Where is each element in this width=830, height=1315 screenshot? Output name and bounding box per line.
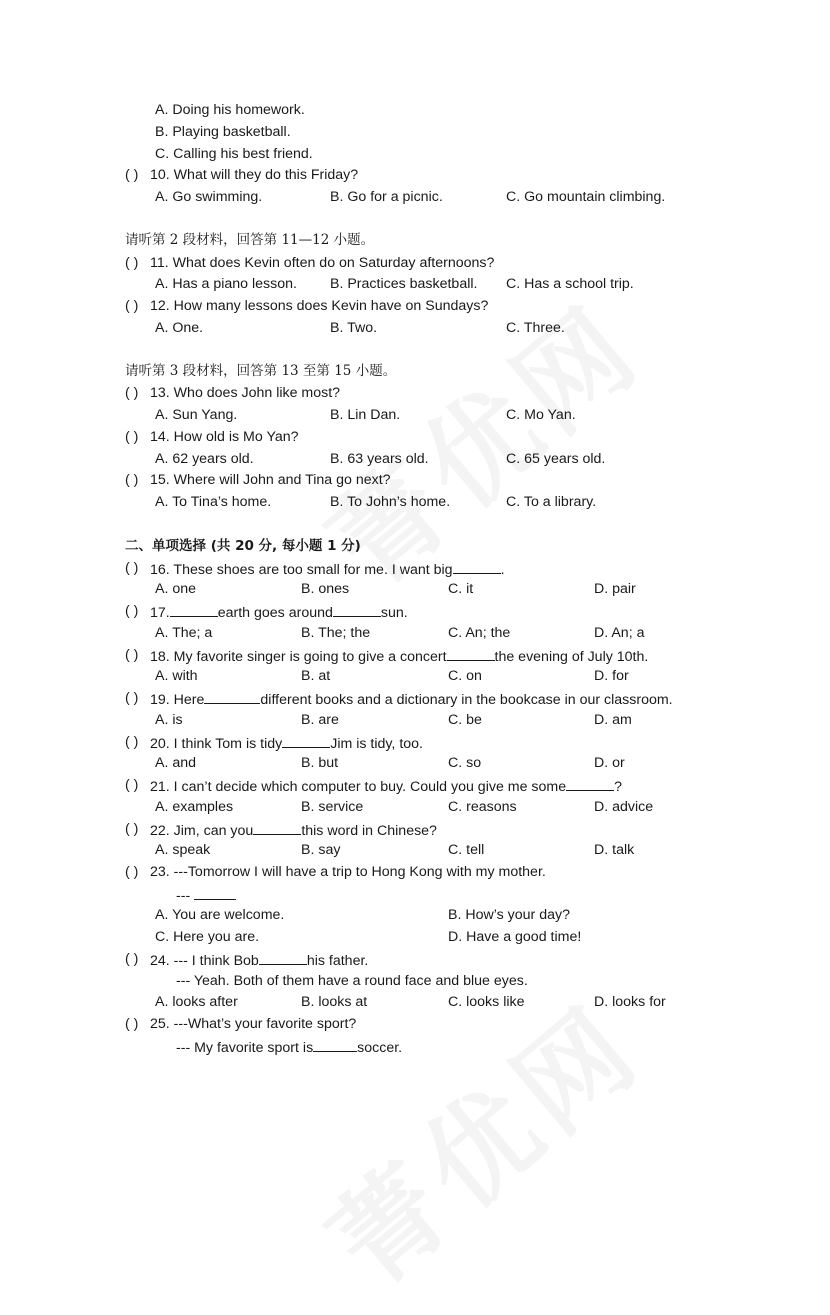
q20-option-c: C. so bbox=[448, 755, 482, 771]
q18-stem bbox=[150, 646, 648, 666]
q25-reply bbox=[176, 1037, 402, 1057]
q20-option-d: D. or bbox=[594, 755, 625, 771]
q14-answer-paren[interactable]: ( ) bbox=[125, 429, 139, 445]
q16-option-b: B. ones bbox=[301, 581, 350, 597]
section2-instruction: 请听第 2 段材料，回答第 11—12 小题。 bbox=[125, 232, 375, 248]
q13-option-a: A. Sun Yang. bbox=[155, 407, 238, 423]
q17-stem-number: 17. bbox=[150, 605, 170, 621]
q17-blank-1[interactable] bbox=[170, 602, 218, 617]
q18-stem-text: 18. My favorite singer is going to give a concert bbox=[150, 649, 447, 665]
q25-reply-text: --- My favorite sport is bbox=[176, 1040, 314, 1056]
q12-answer-paren[interactable]: ( ) bbox=[125, 298, 139, 314]
q9-option-b: B. Playing basketball. bbox=[155, 124, 291, 140]
q23-reply bbox=[176, 885, 236, 905]
q11-stem: 11. What does Kevin often do on Saturday afternoons? bbox=[150, 255, 495, 271]
q21-blank[interactable] bbox=[566, 776, 614, 791]
q17-option-c: C. An; the bbox=[448, 625, 511, 641]
q12-option-a: A. One. bbox=[155, 320, 204, 336]
q17-option-a: A. The; a bbox=[155, 625, 213, 641]
q24-option-a: A. looks after bbox=[155, 994, 238, 1010]
q22-stem-text: 22. Jim, can you bbox=[150, 823, 254, 839]
section3-instruction: 请听第 3 段材料，回答第 13 至第 15 小题。 bbox=[125, 363, 397, 379]
q23-answer-paren[interactable]: ( ) bbox=[125, 864, 139, 880]
q17-option-b: B. The; the bbox=[301, 625, 371, 641]
q20-answer-paren[interactable]: ( ) bbox=[125, 734, 139, 750]
q15-option-c: C. To a library. bbox=[506, 494, 597, 510]
q18-option-b: B. at bbox=[301, 668, 331, 684]
q20-blank[interactable] bbox=[282, 733, 330, 748]
q21-option-b: B. service bbox=[301, 799, 364, 815]
q23-option-d: D. Have a good time! bbox=[448, 929, 582, 945]
q19-option-d: D. am bbox=[594, 712, 632, 728]
q25-reply-end: soccer. bbox=[357, 1040, 403, 1056]
q24-reply: --- Yeah. Both of them have a round face and blue eyes. bbox=[176, 973, 528, 989]
q22-stem bbox=[150, 820, 437, 840]
q24-option-c: C. looks like bbox=[448, 994, 525, 1010]
q17-stem-middle: earth goes around bbox=[217, 605, 333, 621]
q16-option-a: A. one bbox=[155, 581, 197, 597]
q24-option-d: D. looks for bbox=[594, 994, 666, 1010]
q23-reply-dashes: --- bbox=[176, 888, 191, 904]
q20-option-b: B. but bbox=[301, 755, 339, 771]
q21-stem-text: 21. I can’t decide which computer to buy. Could you give me some bbox=[150, 779, 567, 795]
q11-option-c: C. Has a school trip. bbox=[506, 276, 634, 292]
q25-stem: 25. ---What’s your favorite sport? bbox=[150, 1016, 357, 1032]
q11-option-a: A. Has a piano lesson. bbox=[155, 276, 297, 292]
q25-blank[interactable] bbox=[313, 1037, 357, 1052]
q16-answer-paren[interactable]: ( ) bbox=[125, 560, 139, 576]
q14-option-c: C. 65 years old. bbox=[506, 451, 606, 467]
q9-option-a: A. Doing his homework. bbox=[155, 102, 305, 118]
q16-stem-end: . bbox=[500, 562, 505, 578]
q17-option-d: D. An; a bbox=[594, 625, 645, 641]
q19-option-a: A. is bbox=[155, 712, 183, 728]
q21-answer-paren[interactable]: ( ) bbox=[125, 777, 139, 793]
q19-stem bbox=[150, 689, 673, 709]
q21-stem bbox=[150, 776, 622, 796]
q22-blank[interactable] bbox=[253, 820, 301, 835]
q18-option-d: D. for bbox=[594, 668, 629, 684]
q14-stem: 14. How old is Mo Yan? bbox=[150, 429, 299, 445]
q20-stem-end: Jim is tidy, too. bbox=[330, 736, 423, 752]
q22-option-d: D. talk bbox=[594, 842, 635, 858]
q21-stem-end: ? bbox=[614, 779, 623, 795]
q23-option-b: B. How’s your day? bbox=[448, 907, 570, 923]
q16-option-c: C. it bbox=[448, 581, 474, 597]
q20-stem-text: 20. I think Tom is tidy bbox=[150, 736, 283, 752]
q14-option-b: B. 63 years old. bbox=[330, 451, 429, 467]
q23-option-c: C. Here you are. bbox=[155, 929, 260, 945]
q18-option-c: C. on bbox=[448, 668, 482, 684]
q16-stem bbox=[150, 559, 505, 579]
q19-option-c: C. be bbox=[448, 712, 482, 728]
q15-answer-paren[interactable]: ( ) bbox=[125, 472, 139, 488]
q21-option-a: A. examples bbox=[155, 799, 234, 815]
q17-blank-2[interactable] bbox=[333, 602, 381, 617]
q17-answer-paren[interactable]: ( ) bbox=[125, 603, 139, 619]
q21-option-d: D. advice bbox=[594, 799, 654, 815]
q11-option-b: B. Practices basketball. bbox=[330, 276, 478, 292]
q22-option-a: A. speak bbox=[155, 842, 211, 858]
q19-stem-text: 19. Here bbox=[150, 692, 205, 708]
q10-option-b: B. Go for a picnic. bbox=[330, 189, 443, 205]
q24-option-b: B. looks at bbox=[301, 994, 368, 1010]
q12-stem: 12. How many lessons does Kevin have on Sundays? bbox=[150, 298, 489, 314]
q15-option-b: B. To John’s home. bbox=[330, 494, 451, 510]
q19-blank[interactable] bbox=[204, 689, 260, 704]
q19-answer-paren[interactable]: ( ) bbox=[125, 690, 139, 706]
part2-heading: 二、单项选择 (共 20 分, 每小题 1 分) bbox=[125, 538, 361, 554]
q12-option-c: C. Three. bbox=[506, 320, 565, 336]
q11-answer-paren[interactable]: ( ) bbox=[125, 255, 139, 271]
q23-blank[interactable] bbox=[194, 885, 236, 900]
q13-answer-paren[interactable]: ( ) bbox=[125, 385, 139, 401]
q16-option-d: D. pair bbox=[594, 581, 636, 597]
q16-blank[interactable] bbox=[453, 559, 501, 574]
q17-stem bbox=[150, 602, 408, 622]
q18-blank[interactable] bbox=[447, 646, 495, 661]
q19-option-b: B. are bbox=[301, 712, 339, 728]
q24-blank[interactable] bbox=[259, 950, 307, 965]
q24-stem-text: 24. --- I think Bob bbox=[150, 953, 259, 969]
q15-stem: 15. Where will John and Tina go next? bbox=[150, 472, 391, 488]
q18-answer-paren[interactable]: ( ) bbox=[125, 647, 139, 663]
q20-option-a: A. and bbox=[155, 755, 197, 771]
q12-option-b: B. Two. bbox=[330, 320, 378, 336]
q25-answer-paren[interactable]: ( ) bbox=[125, 1016, 139, 1032]
q10-option-a: A. Go swimming. bbox=[155, 189, 263, 205]
q18-option-a: A. with bbox=[155, 668, 198, 684]
q23-option-a: A. You are welcome. bbox=[155, 907, 285, 923]
q22-option-b: B. say bbox=[301, 842, 341, 858]
q19-stem-end: different books and a dictionary in the bookcase in our classroom. bbox=[260, 692, 673, 708]
q15-option-a: A. To Tina’s home. bbox=[155, 494, 272, 510]
q22-answer-paren[interactable]: ( ) bbox=[125, 821, 139, 837]
q24-stem-end: his father. bbox=[306, 953, 369, 969]
q24-answer-paren[interactable]: ( ) bbox=[125, 951, 139, 967]
q10-answer-paren[interactable]: ( ) bbox=[125, 167, 139, 183]
q22-stem-end: this word in Chinese? bbox=[301, 823, 437, 839]
q13-option-c: C. Mo Yan. bbox=[506, 407, 576, 423]
q24-stem bbox=[150, 950, 368, 970]
q21-option-c: C. reasons bbox=[448, 799, 517, 815]
q16-stem-text: 16. These shoes are too small for me. I want big bbox=[150, 562, 453, 578]
q23-stem: 23. ---Tomorrow I will have a trip to Hong Kong with my mother. bbox=[150, 864, 546, 880]
q10-stem: 10. What will they do this Friday? bbox=[150, 167, 359, 183]
q18-stem-end: the evening of July 10th. bbox=[494, 649, 649, 665]
q22-option-c: C. tell bbox=[448, 842, 485, 858]
q17-stem-end: sun. bbox=[380, 605, 408, 621]
q9-option-c: C. Calling his best friend. bbox=[155, 146, 313, 162]
q20-stem bbox=[150, 733, 423, 753]
q13-stem: 13. Who does John like most? bbox=[150, 385, 341, 401]
q14-option-a: A. 62 years old. bbox=[155, 451, 254, 467]
q10-option-c: C. Go mountain climbing. bbox=[506, 189, 666, 205]
q13-option-b: B. Lin Dan. bbox=[330, 407, 401, 423]
